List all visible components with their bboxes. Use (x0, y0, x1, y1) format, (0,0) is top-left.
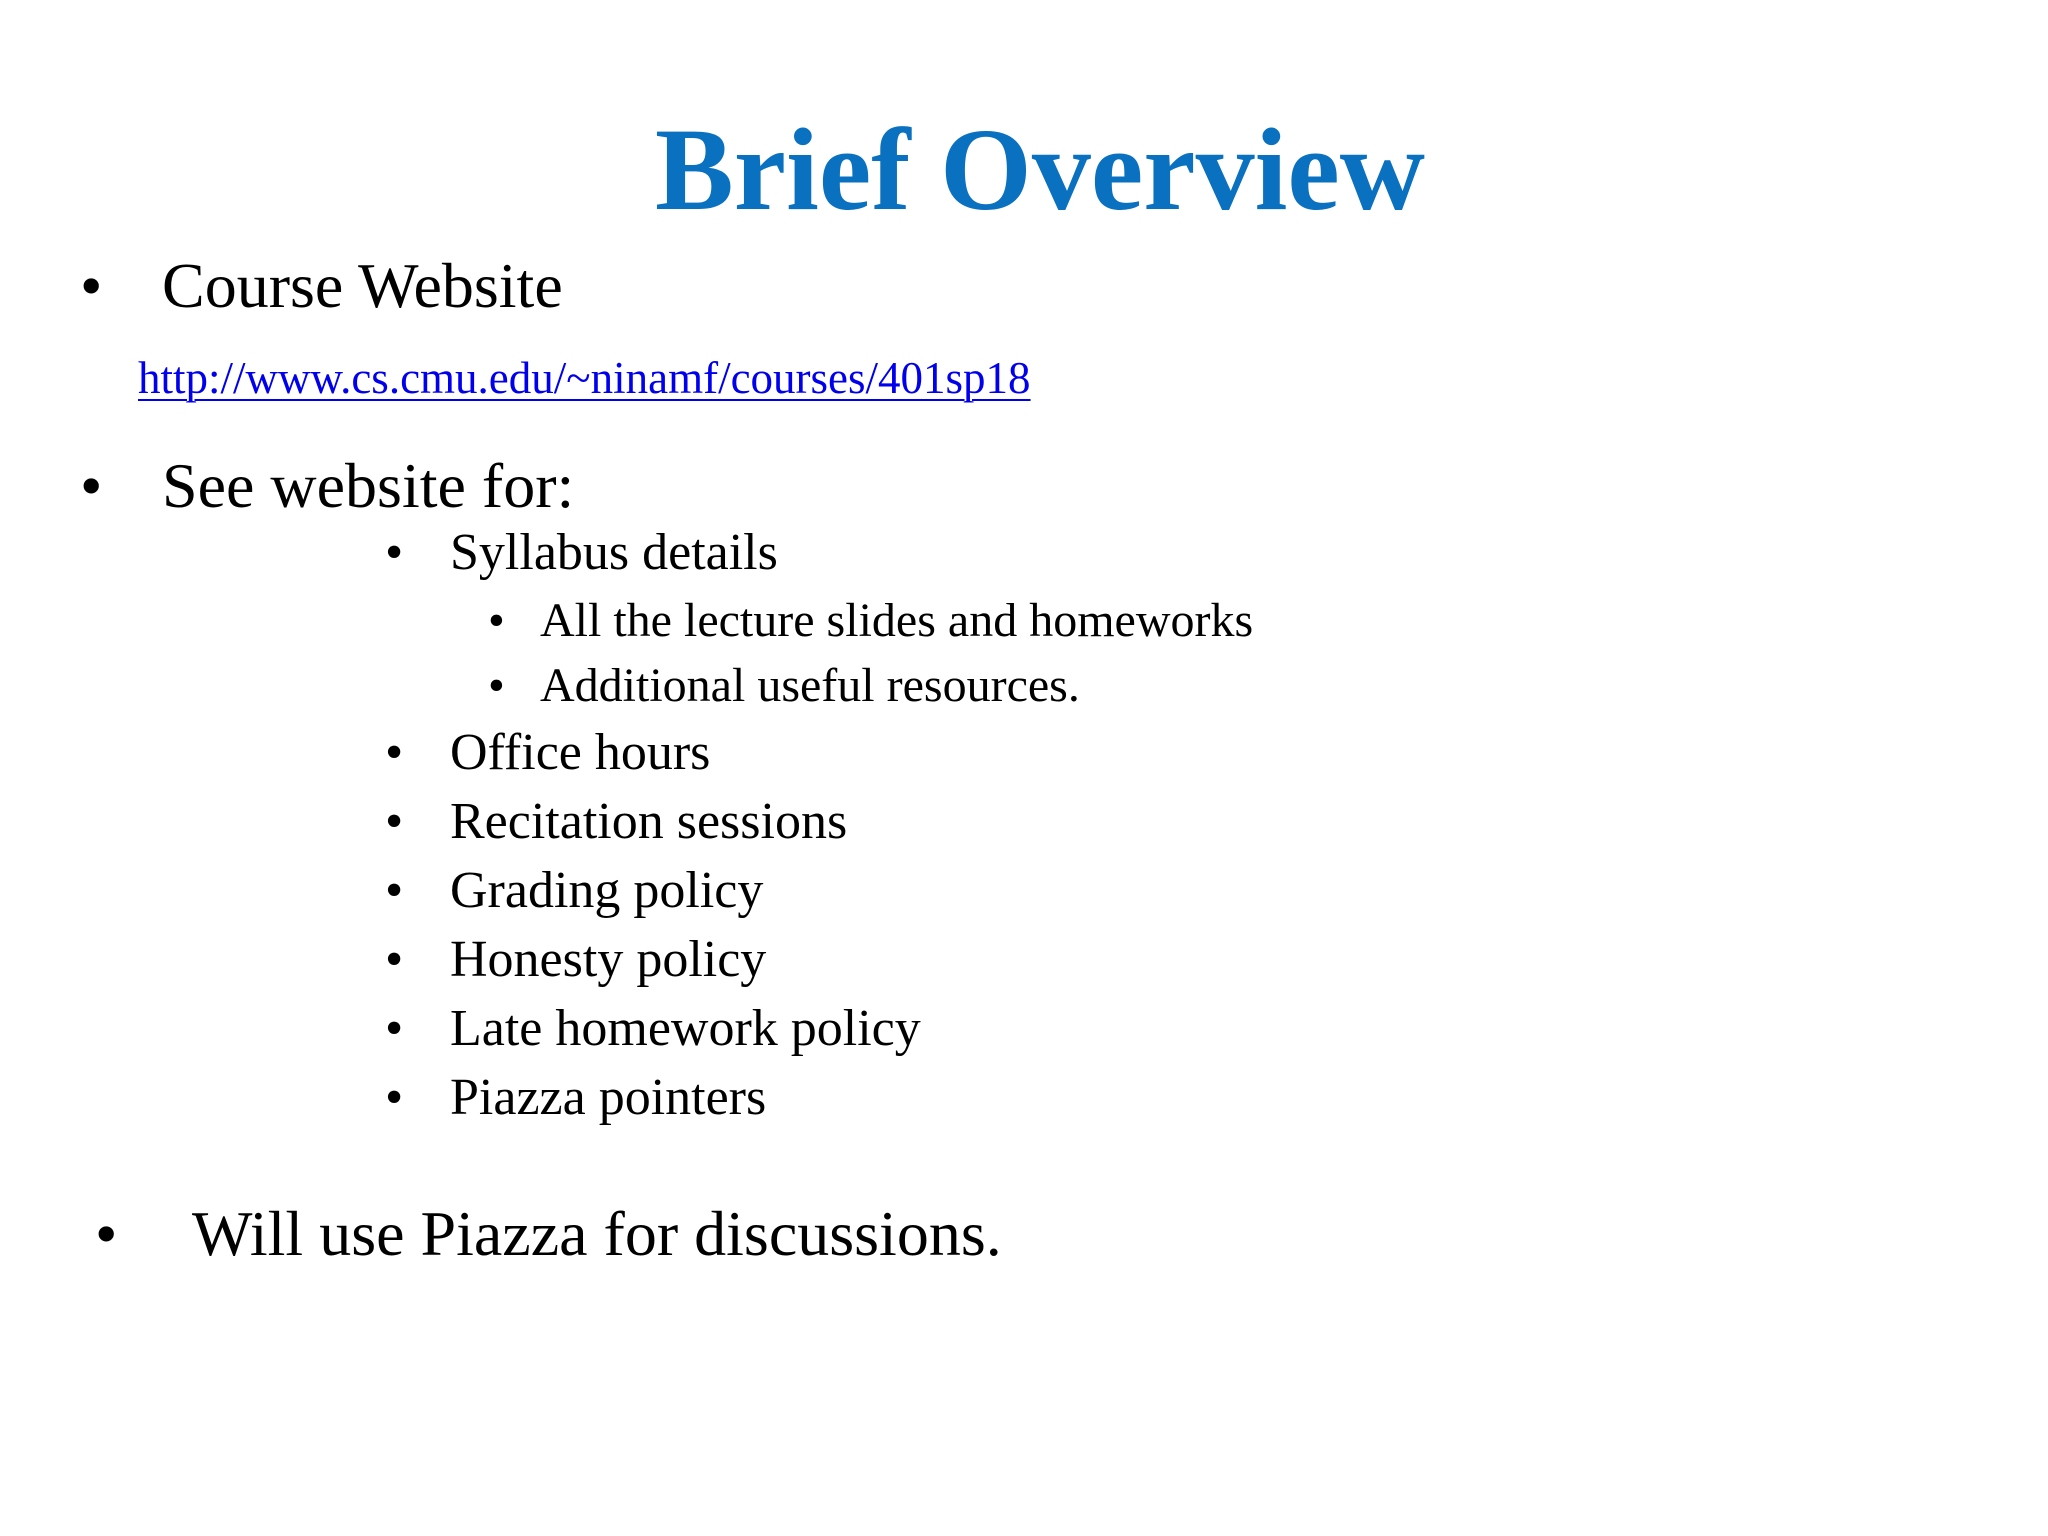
list-item: Grading policy (450, 862, 764, 919)
bullet-icon: • (385, 1069, 404, 1126)
bullet-icon: • (385, 931, 404, 988)
course-website-link[interactable]: http://www.cs.cmu.edu/~ninamf/courses/401sp18 (138, 353, 1031, 403)
list-item: Recitation sessions (450, 793, 848, 850)
course-website-label: Course Website (162, 250, 563, 321)
list-item: Piazza pointers (450, 1069, 767, 1126)
list-item: Late homework policy (450, 1000, 921, 1057)
bullet-icon: • (80, 450, 103, 521)
bullet-icon: • (488, 659, 505, 712)
slide-title: Brief Overview (655, 104, 1425, 235)
list-item: Honesty policy (450, 931, 767, 988)
bullet-icon: • (488, 594, 505, 647)
piazza-note: Will use Piazza for discussions. (192, 1198, 1002, 1269)
list-item: Additional useful resources. (540, 659, 1080, 712)
bullet-icon: • (385, 524, 404, 581)
bullet-icon: • (95, 1198, 118, 1269)
bullet-icon: • (385, 1000, 404, 1057)
see-website-label: See website for: (162, 450, 575, 521)
list-item: Syllabus details (450, 524, 778, 581)
bullet-icon: • (385, 862, 404, 919)
bullet-icon: • (385, 793, 404, 850)
list-item: All the lecture slides and homeworks (540, 594, 1254, 647)
list-item: Office hours (450, 724, 711, 781)
bullet-icon: • (80, 250, 103, 321)
bullet-icon: • (385, 724, 404, 781)
